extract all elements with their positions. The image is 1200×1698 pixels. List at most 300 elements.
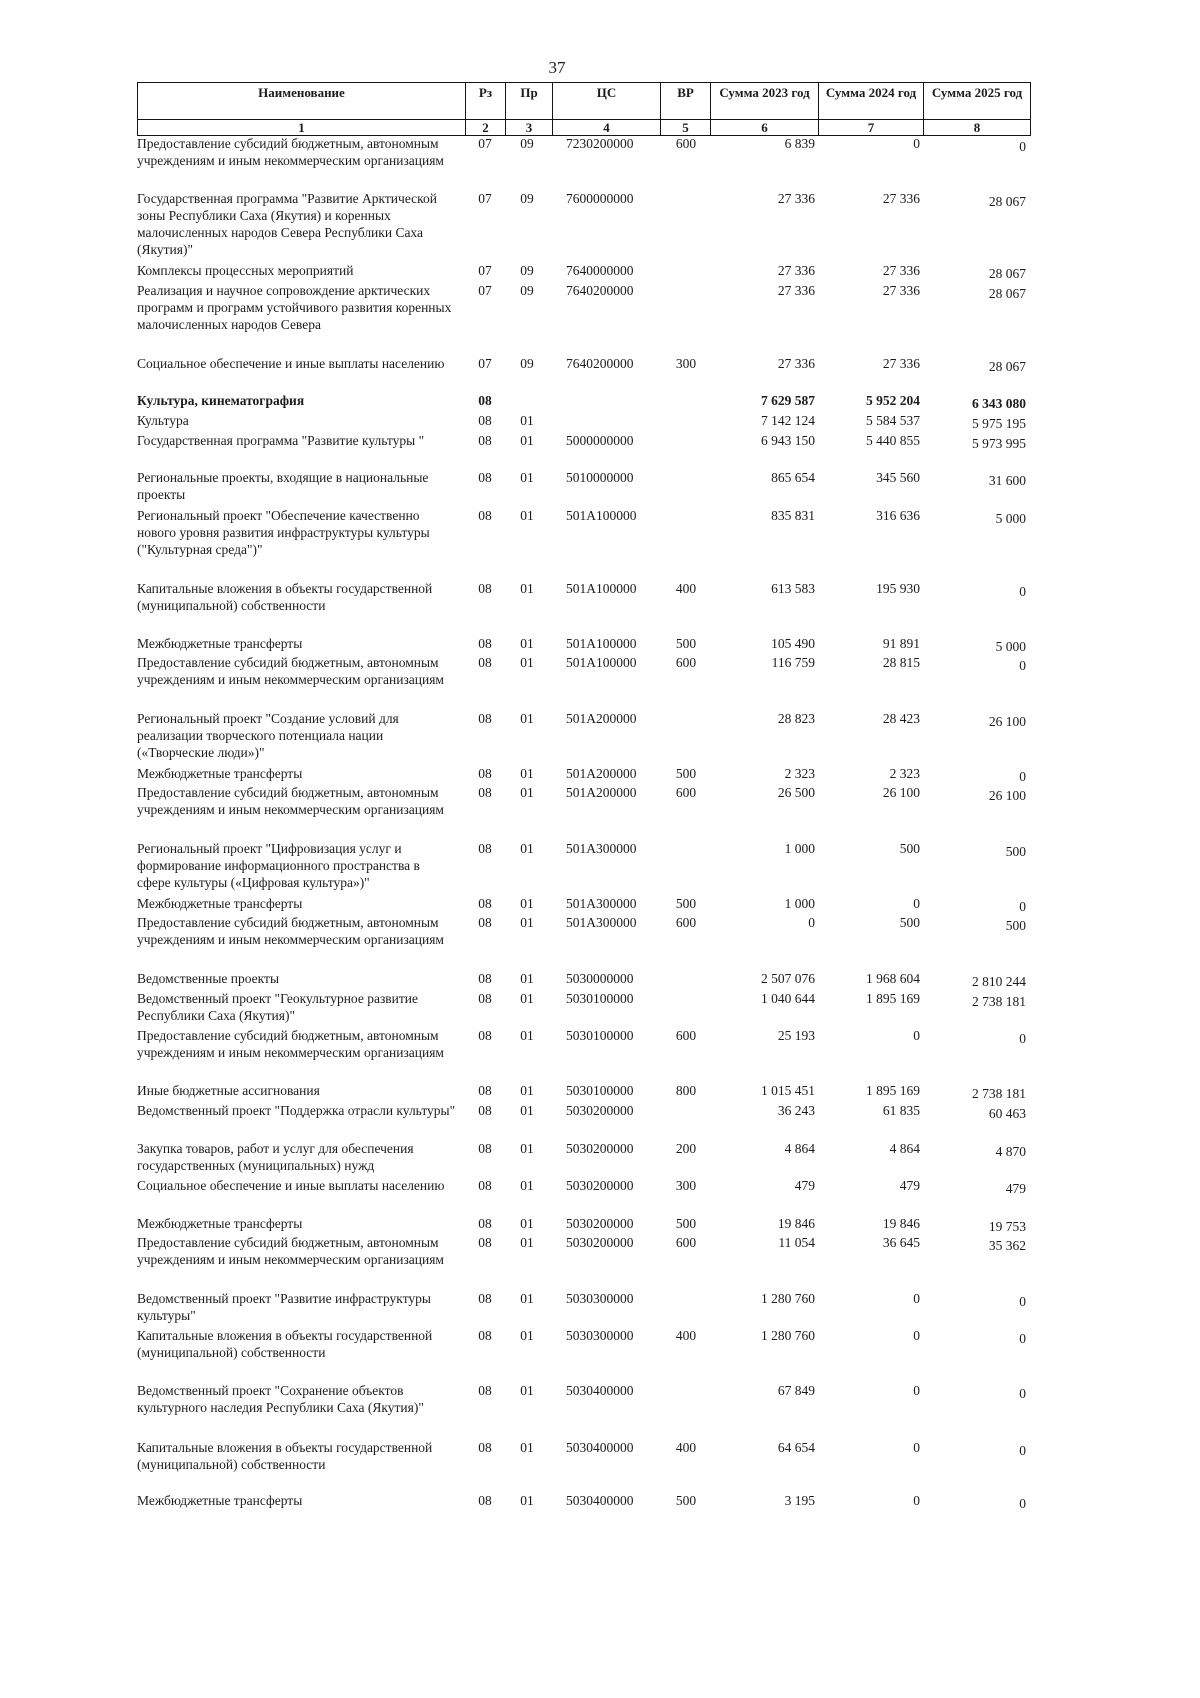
cell-name-line: Межбюджетные трансферты bbox=[137, 1492, 303, 1508]
cell-name-line: Межбюджетные трансферты bbox=[137, 635, 303, 651]
cell-name bbox=[137, 507, 430, 558]
cell-rz: 08 bbox=[478, 710, 492, 726]
cell-rz: 08 bbox=[478, 1382, 492, 1398]
cell-cs: 501A200000 bbox=[566, 765, 637, 781]
cell-rz: 08 bbox=[478, 1140, 492, 1156]
cell-rz: 08 bbox=[478, 990, 492, 1006]
cell-cs: 7640200000 bbox=[566, 282, 634, 298]
cell-vr: 400 bbox=[675, 1327, 697, 1343]
cell-name bbox=[137, 1082, 320, 1099]
cell-rz: 07 bbox=[478, 135, 492, 151]
cell-cs: 7640000000 bbox=[566, 262, 634, 278]
cell-cs: 5030400000 bbox=[566, 1382, 634, 1398]
column-number: 3 bbox=[506, 120, 553, 136]
cell-name-line: учреждениям и иным некоммерческим организациям bbox=[137, 1044, 444, 1060]
cell-name bbox=[137, 432, 424, 449]
cell-rz: 08 bbox=[478, 580, 492, 596]
cell-name-line: государственных (муниципальных) нужд bbox=[137, 1157, 375, 1173]
column-number: 6 bbox=[711, 120, 819, 136]
cell-pr: 01 bbox=[520, 1234, 534, 1250]
cell-name-line: ("Культурная среда")" bbox=[137, 541, 263, 557]
cell-sum-2025: 28 067 bbox=[988, 265, 1026, 281]
cell-name bbox=[137, 1177, 444, 1194]
cell-sum-2023: 27 336 bbox=[777, 262, 815, 278]
cell-sum-2025: 0 bbox=[1019, 657, 1026, 673]
cell-sum-2023: 1 280 760 bbox=[761, 1327, 815, 1343]
cell-sum-2025: 2 738 181 bbox=[972, 1085, 1026, 1101]
cell-sum-2023: 67 849 bbox=[777, 1382, 815, 1398]
header-pr: Пр bbox=[506, 83, 553, 120]
cell-pr: 01 bbox=[520, 970, 534, 986]
cell-pr: 01 bbox=[520, 840, 534, 856]
cell-name bbox=[137, 412, 189, 429]
cell-cs: 7230200000 bbox=[566, 135, 634, 151]
cell-name bbox=[137, 392, 304, 409]
cell-pr: 01 bbox=[520, 1492, 534, 1508]
cell-name-line: Региональный проект "Создание условий для bbox=[137, 710, 399, 726]
cell-sum-2025: 0 bbox=[1019, 138, 1026, 154]
column-number: 5 bbox=[661, 120, 711, 136]
cell-sum-2024: 1 895 169 bbox=[866, 1082, 920, 1098]
cell-name-line: учреждениям и иным некоммерческим организациям bbox=[137, 671, 444, 687]
cell-sum-2025: 0 bbox=[1019, 1495, 1026, 1511]
cell-name-line: Капитальные вложения в объекты государственной bbox=[137, 1439, 433, 1455]
cell-sum-2023: 2 323 bbox=[784, 765, 815, 781]
cell-pr: 01 bbox=[520, 1382, 534, 1398]
cell-name-line: формирование информационного пространства в bbox=[137, 857, 420, 873]
cell-cs: 5030300000 bbox=[566, 1327, 634, 1343]
header-name: Наименование bbox=[138, 83, 466, 120]
cell-cs: 5030100000 bbox=[566, 990, 634, 1006]
cell-rz: 08 bbox=[478, 1234, 492, 1250]
cell-name-line: (муниципальной) собственности bbox=[137, 1344, 326, 1360]
cell-rz: 08 bbox=[478, 1177, 492, 1193]
cell-pr: 01 bbox=[520, 635, 534, 651]
cell-name bbox=[137, 635, 302, 652]
cell-sum-2025: 479 bbox=[1005, 1180, 1026, 1196]
cell-name-line: Реализация и научное сопровождение арктических bbox=[137, 282, 431, 298]
cell-sum-2023: 27 336 bbox=[777, 190, 815, 206]
cell-name-line: Ведомственный проект "Поддержка отрасли культуры" bbox=[137, 1102, 456, 1118]
cell-cs: 5030200000 bbox=[566, 1102, 634, 1118]
cell-vr: 200 bbox=[675, 1140, 697, 1156]
cell-vr: 600 bbox=[675, 1027, 697, 1043]
cell-sum-2023: 1 000 bbox=[784, 840, 815, 856]
cell-name-line: Социальное обеспечение и иные выплаты населению bbox=[137, 1177, 445, 1193]
cell-pr: 01 bbox=[520, 469, 534, 485]
cell-sum-2023: 36 243 bbox=[777, 1102, 815, 1118]
cell-cs: 501A100000 bbox=[566, 635, 637, 651]
cell-pr: 01 bbox=[520, 432, 534, 448]
cell-cs: 5000000000 bbox=[566, 432, 634, 448]
cell-vr: 300 bbox=[675, 355, 697, 371]
cell-sum-2025: 0 bbox=[1019, 898, 1026, 914]
cell-sum-2024: 91 891 bbox=[882, 635, 920, 651]
cell-cs: 5030200000 bbox=[566, 1234, 634, 1250]
cell-sum-2025: 0 bbox=[1019, 583, 1026, 599]
cell-name-line: Государственная программа "Развитие культуры " bbox=[137, 432, 425, 448]
column-number: 7 bbox=[819, 120, 924, 136]
cell-name-line: малочисленных народов Севера Республики Саха bbox=[137, 224, 423, 240]
cell-name bbox=[137, 1215, 302, 1232]
cell-name-line: Межбюджетные трансферты bbox=[137, 895, 303, 911]
cell-pr: 01 bbox=[520, 412, 534, 428]
cell-sum-2024: 1 895 169 bbox=[866, 990, 920, 1006]
cell-pr: 01 bbox=[520, 914, 534, 930]
cell-rz: 08 bbox=[478, 914, 492, 930]
cell-vr: 500 bbox=[675, 1492, 697, 1508]
cell-sum-2024: 0 bbox=[913, 1382, 920, 1398]
cell-rz: 08 bbox=[478, 412, 492, 428]
cell-sum-2024: 2 323 bbox=[889, 765, 920, 781]
cell-sum-2023: 26 500 bbox=[777, 784, 815, 800]
header-vr: ВР bbox=[661, 83, 711, 120]
cell-name bbox=[137, 1382, 424, 1416]
cell-sum-2025: 2 810 244 bbox=[972, 973, 1026, 989]
cell-sum-2023: 613 583 bbox=[771, 580, 815, 596]
cell-rz: 07 bbox=[478, 282, 492, 298]
cell-sum-2024: 0 bbox=[913, 1439, 920, 1455]
cell-name-line: культурного наследия Республики Саха (Якутия)" bbox=[137, 1399, 424, 1415]
cell-cs: 501A300000 bbox=[566, 914, 637, 930]
cell-pr: 01 bbox=[520, 1327, 534, 1343]
header-cs: ЦС bbox=[553, 83, 661, 120]
cell-pr: 01 bbox=[520, 1215, 534, 1231]
cell-name-line: Ведомственный проект "Развитие инфраструктуры bbox=[137, 1290, 431, 1306]
cell-name-line: Региональный проект "Цифровизация услуг и bbox=[137, 840, 402, 856]
cell-name-line: Ведомственный проект "Сохранение объектов bbox=[137, 1382, 404, 1398]
cell-name-line: реализации творческого потенциала нации bbox=[137, 727, 384, 743]
cell-cs: 5030100000 bbox=[566, 1082, 634, 1098]
cell-sum-2023: 116 759 bbox=[771, 654, 815, 670]
cell-name-line: Межбюджетные трансферты bbox=[137, 765, 303, 781]
cell-sum-2025: 19 753 bbox=[988, 1218, 1026, 1234]
cell-cs: 501A100000 bbox=[566, 580, 637, 596]
cell-rz: 08 bbox=[478, 1290, 492, 1306]
cell-name-line: учреждениям и иным некоммерческим организациям bbox=[137, 801, 444, 817]
cell-name-line: Региональный проект "Обеспечение качественно bbox=[137, 507, 420, 523]
cell-sum-2024: 5 584 537 bbox=[866, 412, 920, 428]
cell-name-line: Предоставление субсидий бюджетным, автономным bbox=[137, 135, 439, 151]
cell-pr: 01 bbox=[520, 654, 534, 670]
cell-sum-2023: 27 336 bbox=[777, 355, 815, 371]
cell-sum-2023: 4 864 bbox=[784, 1140, 815, 1156]
cell-name bbox=[137, 1492, 302, 1509]
cell-sum-2025: 26 100 bbox=[988, 787, 1026, 803]
cell-name-line: Республики Саха (Якутия)" bbox=[137, 1007, 295, 1023]
cell-sum-2023: 6 943 150 bbox=[761, 432, 815, 448]
cell-sum-2024: 5 440 855 bbox=[866, 432, 920, 448]
cell-sum-2023: 2 507 076 bbox=[761, 970, 815, 986]
cell-cs: 5030200000 bbox=[566, 1140, 634, 1156]
cell-sum-2023: 25 193 bbox=[777, 1027, 815, 1043]
cell-rz: 07 bbox=[478, 190, 492, 206]
cell-sum-2024: 26 100 bbox=[882, 784, 920, 800]
cell-cs: 5030400000 bbox=[566, 1439, 634, 1455]
cell-vr: 400 bbox=[675, 580, 697, 596]
cell-cs: 5030400000 bbox=[566, 1492, 634, 1508]
cell-sum-2024: 4 864 bbox=[889, 1140, 920, 1156]
cell-sum-2024: 0 bbox=[913, 895, 920, 911]
cell-name-line: малочисленных народов Севера bbox=[137, 316, 321, 332]
cell-pr: 01 bbox=[520, 1140, 534, 1156]
cell-sum-2023: 64 654 bbox=[777, 1439, 815, 1455]
cell-name-line: учреждениям и иным некоммерческим организациям bbox=[137, 1251, 444, 1267]
cell-name-line: Иные бюджетные ассигнования bbox=[137, 1082, 320, 1098]
cell-pr: 01 bbox=[520, 1439, 534, 1455]
cell-sum-2023: 105 490 bbox=[771, 635, 815, 651]
cell-sum-2023: 11 054 bbox=[778, 1234, 815, 1250]
cell-vr: 500 bbox=[675, 895, 697, 911]
cell-sum-2023: 479 bbox=[794, 1177, 815, 1193]
cell-sum-2025: 0 bbox=[1019, 1385, 1026, 1401]
cell-name bbox=[137, 895, 302, 912]
cell-name-line: Закупка товаров, работ и услуг для обеспечения bbox=[137, 1140, 414, 1156]
cell-name bbox=[137, 262, 353, 279]
cell-sum-2023: 19 846 bbox=[777, 1215, 815, 1231]
cell-sum-2023: 7 142 124 bbox=[761, 412, 815, 428]
cell-sum-2024: 316 636 bbox=[876, 507, 920, 523]
cell-name bbox=[137, 840, 420, 891]
cell-rz: 08 bbox=[478, 469, 492, 485]
cell-sum-2024: 0 bbox=[913, 1290, 920, 1306]
cell-sum-2025: 26 100 bbox=[988, 713, 1026, 729]
cell-sum-2024: 0 bbox=[913, 1327, 920, 1343]
cell-sum-2024: 195 930 bbox=[876, 580, 920, 596]
cell-rz: 08 bbox=[478, 1102, 492, 1118]
cell-sum-2024: 28 423 bbox=[882, 710, 920, 726]
cell-cs: 5030000000 bbox=[566, 970, 634, 986]
cell-name-line: сфере культуры («Цифровая культура»)" bbox=[137, 874, 370, 890]
cell-name bbox=[137, 1290, 431, 1324]
cell-rz: 08 bbox=[478, 840, 492, 856]
cell-vr: 500 bbox=[675, 765, 697, 781]
cell-name-line: (муниципальной) собственности bbox=[137, 1456, 326, 1472]
cell-rz: 08 bbox=[478, 1027, 492, 1043]
cell-name bbox=[137, 1102, 455, 1119]
cell-name-line: Региональные проекты, входящие в национальные bbox=[137, 469, 429, 485]
cell-sum-2025: 0 bbox=[1019, 1293, 1026, 1309]
cell-vr: 600 bbox=[675, 914, 697, 930]
cell-rz: 08 bbox=[478, 1439, 492, 1455]
cell-rz: 08 bbox=[478, 654, 492, 670]
cell-sum-2025: 28 067 bbox=[988, 193, 1026, 209]
cell-name-line: зоны Республики Саха (Якутия) и коренных bbox=[137, 207, 391, 223]
cell-pr: 01 bbox=[520, 710, 534, 726]
cell-name-line: Предоставление субсидий бюджетным, автономным bbox=[137, 914, 439, 930]
cell-sum-2023: 865 654 bbox=[771, 469, 815, 485]
cell-pr: 01 bbox=[520, 1290, 534, 1306]
cell-sum-2024: 36 645 bbox=[882, 1234, 920, 1250]
cell-name-line: Предоставление субсидий бюджетным, автономным bbox=[137, 1234, 439, 1250]
cell-name-line: (Якутия)" bbox=[137, 241, 193, 257]
cell-pr: 09 bbox=[520, 282, 534, 298]
cell-vr: 500 bbox=[675, 635, 697, 651]
cell-vr: 400 bbox=[675, 1439, 697, 1455]
cell-pr: 01 bbox=[520, 784, 534, 800]
cell-sum-2023: 1 280 760 bbox=[761, 1290, 815, 1306]
cell-name bbox=[137, 282, 451, 333]
cell-pr: 09 bbox=[520, 135, 534, 151]
cell-sum-2025: 5 973 995 bbox=[972, 435, 1026, 451]
cell-sum-2023: 3 195 bbox=[784, 1492, 815, 1508]
cell-vr: 600 bbox=[675, 654, 697, 670]
cell-rz: 08 bbox=[478, 1082, 492, 1098]
cell-rz: 08 bbox=[478, 970, 492, 986]
cell-rz: 08 bbox=[478, 784, 492, 800]
cell-pr: 01 bbox=[520, 507, 534, 523]
cell-name bbox=[137, 1140, 414, 1174]
cell-rz: 08 bbox=[478, 507, 492, 523]
cell-name bbox=[137, 970, 279, 987]
cell-name-line: Межбюджетные трансферты bbox=[137, 1215, 303, 1231]
cell-sum-2025: 5 000 bbox=[995, 510, 1026, 526]
cell-sum-2025: 6 343 080 bbox=[972, 395, 1026, 411]
cell-name bbox=[137, 1234, 444, 1268]
cell-sum-2025: 5 000 bbox=[995, 638, 1026, 654]
cell-rz: 08 bbox=[478, 392, 492, 408]
cell-name-line: («Творческие люди»)" bbox=[137, 744, 265, 760]
cell-name bbox=[137, 654, 444, 688]
cell-sum-2024: 61 835 bbox=[882, 1102, 920, 1118]
cell-name-line: Культура, кинематография bbox=[137, 392, 305, 408]
cell-cs: 5030200000 bbox=[566, 1215, 634, 1231]
column-number: 1 bbox=[138, 120, 466, 136]
cell-name-line: Социальное обеспечение и иные выплаты населению bbox=[137, 355, 445, 371]
cell-sum-2025: 0 bbox=[1019, 768, 1026, 784]
cell-sum-2023: 835 831 bbox=[771, 507, 815, 523]
cell-name-line: (муниципальной) собственности bbox=[137, 597, 326, 613]
cell-sum-2025: 28 067 bbox=[988, 358, 1026, 374]
cell-name bbox=[137, 784, 444, 818]
cell-name-line: программ и программ устойчивого развития коренных bbox=[137, 299, 452, 315]
cell-sum-2025: 0 bbox=[1019, 1442, 1026, 1458]
cell-cs: 501A200000 bbox=[566, 710, 637, 726]
cell-rz: 08 bbox=[478, 1327, 492, 1343]
cell-name bbox=[137, 914, 444, 948]
cell-sum-2023: 7 629 587 bbox=[761, 392, 815, 408]
cell-sum-2024: 5 952 204 bbox=[866, 392, 920, 408]
cell-sum-2025: 5 975 195 bbox=[972, 415, 1026, 431]
cell-sum-2025: 2 738 181 bbox=[972, 993, 1026, 1009]
cell-sum-2024: 19 846 bbox=[882, 1215, 920, 1231]
cell-name bbox=[137, 190, 437, 258]
cell-cs: 501A100000 bbox=[566, 507, 637, 523]
cell-sum-2023: 1 000 bbox=[784, 895, 815, 911]
cell-sum-2023: 1 015 451 bbox=[761, 1082, 815, 1098]
cell-cs: 5030100000 bbox=[566, 1027, 634, 1043]
cell-name-line: Комплексы процессных мероприятий bbox=[137, 262, 354, 278]
cell-pr: 01 bbox=[520, 580, 534, 596]
cell-rz: 07 bbox=[478, 262, 492, 278]
cell-sum-2025: 35 362 bbox=[988, 1237, 1026, 1253]
cell-name bbox=[137, 710, 399, 761]
cell-rz: 07 bbox=[478, 355, 492, 371]
cell-vr: 600 bbox=[675, 784, 697, 800]
cell-pr: 01 bbox=[520, 1027, 534, 1043]
cell-vr: 600 bbox=[675, 1234, 697, 1250]
cell-name bbox=[137, 469, 428, 503]
cell-name-line: нового уровня развития инфраструктуры культуры bbox=[137, 524, 430, 540]
cell-cs: 5010000000 bbox=[566, 469, 634, 485]
cell-name bbox=[137, 990, 418, 1024]
cell-vr: 500 bbox=[675, 1215, 697, 1231]
header-rz: Рз bbox=[466, 83, 506, 120]
header-sum-2023: Сумма 2023 год bbox=[711, 83, 819, 120]
cell-name-line: Ведомственные проекты bbox=[137, 970, 280, 986]
cell-sum-2024: 27 336 bbox=[882, 190, 920, 206]
cell-cs: 501A100000 bbox=[566, 654, 637, 670]
cell-name bbox=[137, 1327, 432, 1361]
cell-sum-2025: 0 bbox=[1019, 1030, 1026, 1046]
cell-name-line: Государственная программа "Развитие Арктической bbox=[137, 190, 437, 206]
cell-pr: 09 bbox=[520, 355, 534, 371]
cell-name-line: проекты bbox=[137, 486, 186, 502]
cell-cs: 7600000000 bbox=[566, 190, 634, 206]
cell-sum-2024: 345 560 bbox=[876, 469, 920, 485]
cell-sum-2023: 6 839 bbox=[784, 135, 815, 151]
cell-sum-2024: 27 336 bbox=[882, 355, 920, 371]
cell-pr: 01 bbox=[520, 1177, 534, 1193]
cell-sum-2024: 479 bbox=[899, 1177, 920, 1193]
cell-cs: 501A300000 bbox=[566, 840, 637, 856]
cell-name-line: Капитальные вложения в объекты государственной bbox=[137, 580, 433, 596]
cell-cs: 501A200000 bbox=[566, 784, 637, 800]
cell-name bbox=[137, 135, 444, 169]
cell-name-line: учреждениям и иным некоммерческим организациям bbox=[137, 152, 444, 168]
cell-pr: 01 bbox=[520, 1082, 534, 1098]
cell-sum-2025: 500 bbox=[1005, 843, 1026, 859]
cell-rz: 08 bbox=[478, 432, 492, 448]
cell-sum-2025: 60 463 bbox=[988, 1105, 1026, 1121]
cell-sum-2024: 27 336 bbox=[882, 262, 920, 278]
cell-pr: 09 bbox=[520, 190, 534, 206]
cell-name-line: Капитальные вложения в объекты государственной bbox=[137, 1327, 433, 1343]
cell-name-line: учреждениям и иным некоммерческим организациям bbox=[137, 931, 444, 947]
cell-name-line: Предоставление субсидий бюджетным, автономным bbox=[137, 1027, 439, 1043]
cell-sum-2024: 0 bbox=[913, 1492, 920, 1508]
cell-name-line: культуры" bbox=[137, 1307, 196, 1323]
cell-sum-2025: 28 067 bbox=[988, 285, 1026, 301]
cell-sum-2025: 500 bbox=[1005, 917, 1026, 933]
cell-pr: 01 bbox=[520, 990, 534, 1006]
column-number: 2 bbox=[466, 120, 506, 136]
cell-rz: 08 bbox=[478, 1215, 492, 1231]
cell-sum-2024: 500 bbox=[899, 840, 920, 856]
cell-pr: 01 bbox=[520, 765, 534, 781]
cell-name bbox=[137, 355, 444, 372]
cell-sum-2024: 28 815 bbox=[882, 654, 920, 670]
cell-sum-2023: 28 823 bbox=[777, 710, 815, 726]
cell-name bbox=[137, 765, 302, 782]
cell-vr: 300 bbox=[675, 1177, 697, 1193]
cell-pr: 01 bbox=[520, 895, 534, 911]
cell-pr: 09 bbox=[520, 262, 534, 278]
cell-name bbox=[137, 1027, 444, 1061]
page-number: 37 bbox=[548, 58, 566, 77]
cell-sum-2024: 27 336 bbox=[882, 282, 920, 298]
cell-name bbox=[137, 1439, 432, 1473]
cell-pr: 01 bbox=[520, 1102, 534, 1118]
header-sum-2025: Сумма 2025 год bbox=[924, 83, 1031, 120]
cell-cs: 501A300000 bbox=[566, 895, 637, 911]
column-number: 4 bbox=[553, 120, 661, 136]
cell-rz: 08 bbox=[478, 1492, 492, 1508]
cell-sum-2024: 1 968 604 bbox=[866, 970, 920, 986]
cell-name-line: Предоставление субсидий бюджетным, автономным bbox=[137, 784, 439, 800]
cell-sum-2023: 0 bbox=[808, 914, 815, 930]
column-number: 8 bbox=[924, 120, 1031, 136]
